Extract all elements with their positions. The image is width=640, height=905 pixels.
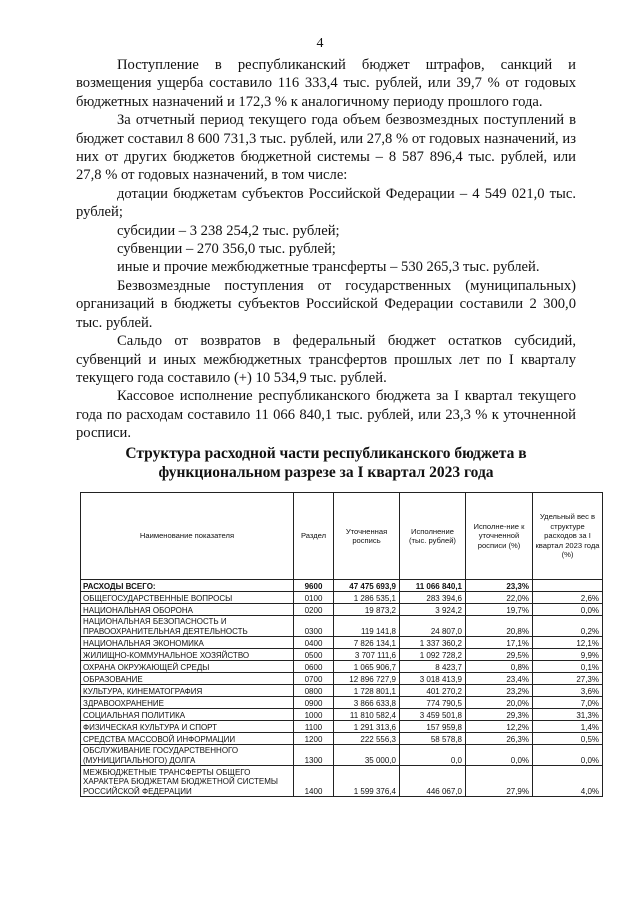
row-name-cell: НАЦИОНАЛЬНАЯ ЭКОНОМИКА xyxy=(81,637,294,649)
row-plan-cell: 12 896 727,9 xyxy=(334,673,400,685)
row-section-cell: 1100 xyxy=(294,721,334,733)
row-plan-cell: 119 141,8 xyxy=(334,616,400,637)
row-plan-cell: 19 873,2 xyxy=(334,604,400,616)
row-share-cell: 0,2% xyxy=(533,616,603,637)
table-row xyxy=(81,721,603,733)
paragraph: Кассовое исполнение республиканского бюджета за I квартал текущего года по расходам составило 11 066 840,1 тыс. рублей, или 23,3 % к уточненной росписи. xyxy=(76,388,576,442)
row-execution-cell: 774 790,5 xyxy=(400,697,466,709)
expenditure-table-container xyxy=(80,492,602,797)
header-plan: Уточненная роспись xyxy=(334,493,400,580)
row-percent-cell: 29,5% xyxy=(466,649,533,661)
row-plan-cell: 3 866 633,8 xyxy=(334,697,400,709)
row-section-cell: 0200 xyxy=(294,604,334,616)
row-percent-cell: 22,0% xyxy=(466,592,533,604)
row-percent-cell: 27,9% xyxy=(466,766,533,797)
row-name-cell: ЗДРАВООХРАНЕНИЕ xyxy=(81,697,294,709)
row-execution-cell: 8 423,7 xyxy=(400,661,466,673)
page-number: 4 xyxy=(316,36,324,51)
row-plan-cell: 47 475 693,9 xyxy=(334,580,400,592)
row-execution-cell: 3 924,2 xyxy=(400,604,466,616)
row-name-cell: ОХРАНА ОКРУЖАЮЩЕЙ СРЕДЫ xyxy=(81,661,294,673)
row-share-cell: 0,5% xyxy=(533,733,603,745)
table-row xyxy=(81,745,603,766)
table-header-row xyxy=(81,493,603,580)
row-name-cell: КУЛЬТУРА, КИНЕМАТОГРАФИЯ xyxy=(81,685,294,697)
row-name-cell: ОБЩЕГОСУДАРСТВЕННЫЕ ВОПРОСЫ xyxy=(81,592,294,604)
header-execution: Исполнение (тыс. рублей) xyxy=(400,493,466,580)
row-name-cell: РАСХОДЫ ВСЕГО: xyxy=(81,580,294,592)
row-share-cell: 3,6% xyxy=(533,685,603,697)
row-percent-cell: 12,2% xyxy=(466,721,533,733)
row-section-cell: 9600 xyxy=(294,580,334,592)
row-plan-cell: 222 556,3 xyxy=(334,733,400,745)
row-share-cell: 2,6% xyxy=(533,592,603,604)
row-execution-cell: 1 092 728,2 xyxy=(400,649,466,661)
table-row xyxy=(81,616,603,637)
row-share-cell: 0,1% xyxy=(533,661,603,673)
expenditure-table xyxy=(80,492,603,797)
row-section-cell: 0600 xyxy=(294,661,334,673)
header-share: Удельный вес в структуре расходов за I квартал 2023 года (%) xyxy=(533,493,603,580)
table-row xyxy=(81,709,603,721)
row-percent-cell: 26,3% xyxy=(466,733,533,745)
table-row xyxy=(81,592,603,604)
row-name-cell: ОБРАЗОВАНИЕ xyxy=(81,673,294,685)
row-section-cell: 0400 xyxy=(294,637,334,649)
row-execution-cell: 157 959,8 xyxy=(400,721,466,733)
row-share-cell: 4,0% xyxy=(533,766,603,797)
row-percent-cell: 0,0% xyxy=(466,745,533,766)
paragraph: дотации бюджетам субъектов Российской Федерации – 4 549 021,0 тыс. рублей; xyxy=(76,185,576,221)
row-execution-cell: 11 066 840,1 xyxy=(400,580,466,592)
paragraph: субвенции – 270 356,0 тыс. рублей; xyxy=(117,241,336,258)
row-section-cell: 1300 xyxy=(294,745,334,766)
row-execution-cell: 3 018 413,9 xyxy=(400,673,466,685)
row-section-cell: 0900 xyxy=(294,697,334,709)
row-percent-cell: 0,8% xyxy=(466,661,533,673)
row-share-cell: 1,4% xyxy=(533,721,603,733)
row-name-cell: МЕЖБЮДЖЕТНЫЕ ТРАНСФЕРТЫ ОБЩЕГО ХАРАКТЕРА БЮДЖЕТАМ БЮДЖЕТНОЙ СИСТЕМЫ РОССИЙСКОЙ ФЕДЕРАЦИИ xyxy=(81,766,294,797)
row-name-cell: ФИЗИЧЕСКАЯ КУЛЬТУРА И СПОРТ xyxy=(81,721,294,733)
row-execution-cell: 283 394,6 xyxy=(400,592,466,604)
table-row xyxy=(81,697,603,709)
table-title: Структура расходной части республиканского бюджета в функциональном разрезе за I квартал 2023 года xyxy=(125,445,527,481)
row-section-cell: 0500 xyxy=(294,649,334,661)
row-execution-cell: 446 067,0 xyxy=(400,766,466,797)
row-section-cell: 1400 xyxy=(294,766,334,797)
row-section-cell: 0800 xyxy=(294,685,334,697)
row-name-cell: НАЦИОНАЛЬНАЯ БЕЗОПАСНОСТЬ И ПРАВООХРАНИТЕЛЬНАЯ ДЕЯТЕЛЬНОСТЬ xyxy=(81,616,294,637)
row-execution-cell: 1 337 360,2 xyxy=(400,637,466,649)
row-plan-cell: 3 707 111,6 xyxy=(334,649,400,661)
row-share-cell: 27,3% xyxy=(533,673,603,685)
row-plan-cell: 1 291 313,6 xyxy=(334,721,400,733)
row-percent-cell: 23,2% xyxy=(466,685,533,697)
row-plan-cell: 1 728 801,1 xyxy=(334,685,400,697)
paragraph: Безвозмездные поступления от государственных (муниципальных) организаций в бюджеты субъектов Российской Федерации составили 2 300,0 тыс. рублей. xyxy=(76,277,576,331)
row-section-cell: 1000 xyxy=(294,709,334,721)
row-plan-cell: 11 810 582,4 xyxy=(334,709,400,721)
table-row xyxy=(81,649,603,661)
row-section-cell: 0300 xyxy=(294,616,334,637)
paragraph: субсидии – 3 238 254,2 тыс. рублей; xyxy=(117,222,340,239)
row-name-cell: ОБСЛУЖИВАНИЕ ГОСУДАРСТВЕННОГО (МУНИЦИПАЛЬНОГО) ДОЛГА xyxy=(81,745,294,766)
row-percent-cell: 23,3% xyxy=(466,580,533,592)
row-name-cell: СРЕДСТВА МАССОВОЙ ИНФОРМАЦИИ xyxy=(81,733,294,745)
row-section-cell: 0100 xyxy=(294,592,334,604)
row-percent-cell: 20,0% xyxy=(466,697,533,709)
table-row xyxy=(81,637,603,649)
row-percent-cell: 17,1% xyxy=(466,637,533,649)
table-row xyxy=(81,685,603,697)
table-body xyxy=(81,580,603,797)
header-name: Наименование показателя xyxy=(81,493,294,580)
row-plan-cell: 1 065 906,7 xyxy=(334,661,400,673)
paragraph: За отчетный период текущего года объем безвозмездных поступлений в бюджет составил 8 600 731,3 тыс. рублей, или 27,8 % от годовых назначений, из них от других бюджетов бюджетной системы – 8 587 896,4 тыс. рублей, или 27,8 % от годовых назначений, в том числе: xyxy=(76,112,576,184)
row-share-cell: 31,3% xyxy=(533,709,603,721)
row-share-cell: 0,0% xyxy=(533,604,603,616)
row-plan-cell: 35 000,0 xyxy=(334,745,400,766)
row-execution-cell: 401 270,2 xyxy=(400,685,466,697)
row-share-cell: 0,0% xyxy=(533,745,603,766)
row-share-cell: 9,9% xyxy=(533,649,603,661)
table-row xyxy=(81,661,603,673)
row-execution-cell: 58 578,8 xyxy=(400,733,466,745)
row-section-cell: 1200 xyxy=(294,733,334,745)
row-name-cell: СОЦИАЛЬНАЯ ПОЛИТИКА xyxy=(81,709,294,721)
header-section: Раздел xyxy=(294,493,334,580)
body-text xyxy=(76,56,576,443)
table-row xyxy=(81,604,603,616)
row-percent-cell: 20,8% xyxy=(466,616,533,637)
row-percent-cell: 29,3% xyxy=(466,709,533,721)
row-execution-cell: 0,0 xyxy=(400,745,466,766)
table-row-total xyxy=(81,580,603,592)
row-plan-cell: 1 599 376,4 xyxy=(334,766,400,797)
row-name-cell: НАЦИОНАЛЬНАЯ ОБОРОНА xyxy=(81,604,294,616)
table-row xyxy=(81,733,603,745)
row-percent-cell: 19,7% xyxy=(466,604,533,616)
paragraph: Сальдо от возвратов в федеральный бюджет остатков субсидий, субвенций и иных межбюджетных трансфертов прошлых лет по I кварталу текущего года составило (+) 10 534,9 тыс. рублей. xyxy=(76,333,576,386)
row-percent-cell: 23,4% xyxy=(466,673,533,685)
row-share-cell: 7,0% xyxy=(533,697,603,709)
row-plan-cell: 1 286 535,1 xyxy=(334,592,400,604)
row-plan-cell: 7 826 134,1 xyxy=(334,637,400,649)
table-row xyxy=(81,673,603,685)
header-execution-percent: Исполне-ние к уточненной росписи (%) xyxy=(466,493,533,580)
row-execution-cell: 24 807,0 xyxy=(400,616,466,637)
row-section-cell: 0700 xyxy=(294,673,334,685)
row-share-cell: 12,1% xyxy=(533,637,603,649)
paragraph: Поступление в республиканский бюджет штрафов, санкций и возмещения ущерба составило 116 333,4 тыс. рублей, или 39,7 % от годовых бюджетных назначений и 172,3 % к аналогичному периоду прошлого года. xyxy=(76,57,576,110)
row-share-cell xyxy=(533,580,603,592)
paragraph: иные и прочие межбюджетные трансферты – 530 265,3 тыс. рублей. xyxy=(117,259,540,276)
row-name-cell: ЖИЛИЩНО-КОММУНАЛЬНОЕ ХОЗЯЙСТВО xyxy=(81,649,294,661)
row-execution-cell: 3 459 501,8 xyxy=(400,709,466,721)
table-row xyxy=(81,766,603,797)
